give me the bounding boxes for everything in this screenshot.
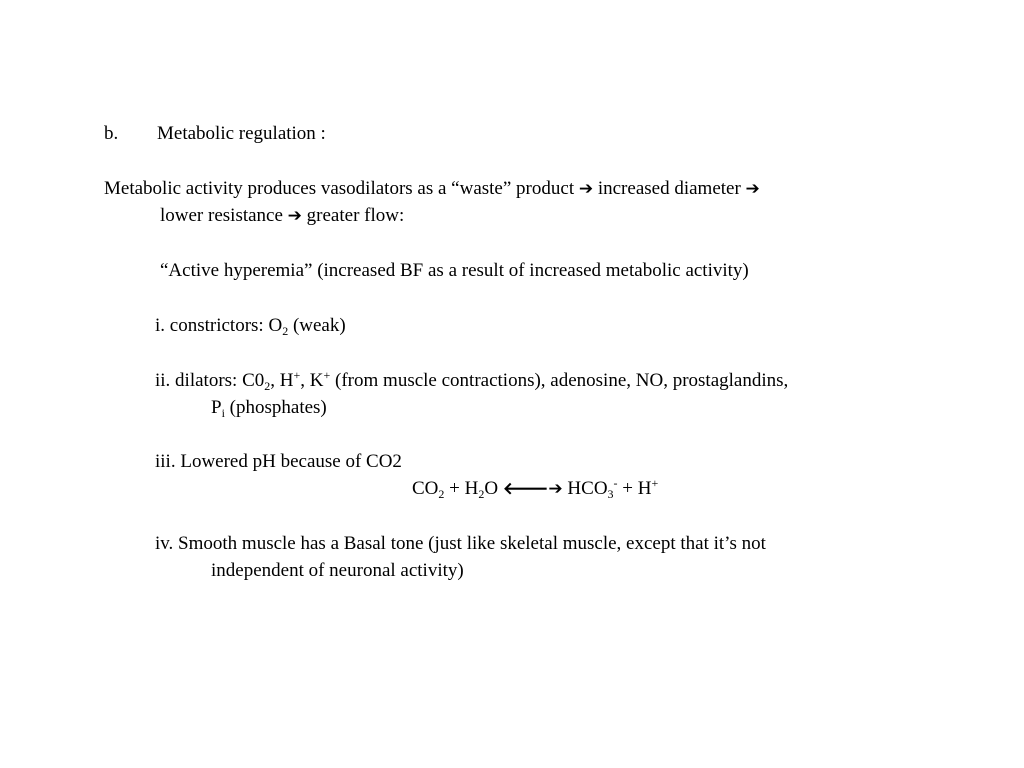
subscript: 2 [264,379,271,393]
section-title: Metabolic regulation : [157,123,326,144]
right-arrow-icon: ➔ [745,179,760,199]
intro-text-4: greater flow: [306,205,405,226]
equation [412,476,659,501]
intro-text-2: increased diameter [597,178,741,199]
dilators-k: , K [300,370,324,391]
phosphate-note: (phosphates) [224,397,327,418]
left-arrow-icon: 🡐 [502,479,549,499]
dilators-h: , H [270,370,294,391]
intro-line-1 [104,179,760,198]
subscript: 2 [438,487,445,501]
basal-tone-item: iv. Smooth muscle has a Basal tone (just like skeletal muscle, except that it’s not [155,533,766,554]
subscript: 2 [282,324,289,338]
superscript: + [323,368,331,382]
intro-text-3: lower resistance [160,205,283,226]
ph-item: iii. Lowered pH because of CO2 [155,451,402,472]
constrictors-item [155,315,346,338]
subscript: i [221,406,225,420]
dilators-item-continued [211,397,327,420]
subscript: 3 [607,487,614,501]
eq-o: O [484,478,503,499]
superscript: + [293,368,301,382]
dilators-label: ii. dilators: C0 [155,370,265,391]
phosphate-symbol: P [211,397,222,418]
superscript: + [651,476,659,490]
subscript: 2 [478,487,485,501]
right-arrow-icon: ➔ [578,179,594,199]
eq-hco3: HCO [562,478,608,499]
right-arrow-icon: ➔ [287,206,302,226]
eq-co2: CO [412,478,439,499]
eq-plus-h: + H [444,478,479,499]
constrictors-note: (weak) [288,315,346,336]
right-arrow-icon: ➔ [548,479,563,499]
dilators-rest: (from muscle contractions), adenosine, NO, prostaglandins, [330,370,789,391]
basal-tone-item-continued: independent of neuronal activity) [211,560,464,581]
eq-plus-h: + H [617,478,652,499]
intro-line-2 [160,206,404,225]
hyperemia-line: “Active hyperemia” (increased BF as a result of increased metabolic activity) [160,260,749,281]
superscript: - [613,476,618,490]
intro-text-1: Metabolic activity produces vasodilators as a “waste” product [104,178,575,199]
dilators-item [155,368,789,393]
section-marker: b. [104,123,119,144]
constrictors-label: i. constrictors: O [155,315,283,336]
